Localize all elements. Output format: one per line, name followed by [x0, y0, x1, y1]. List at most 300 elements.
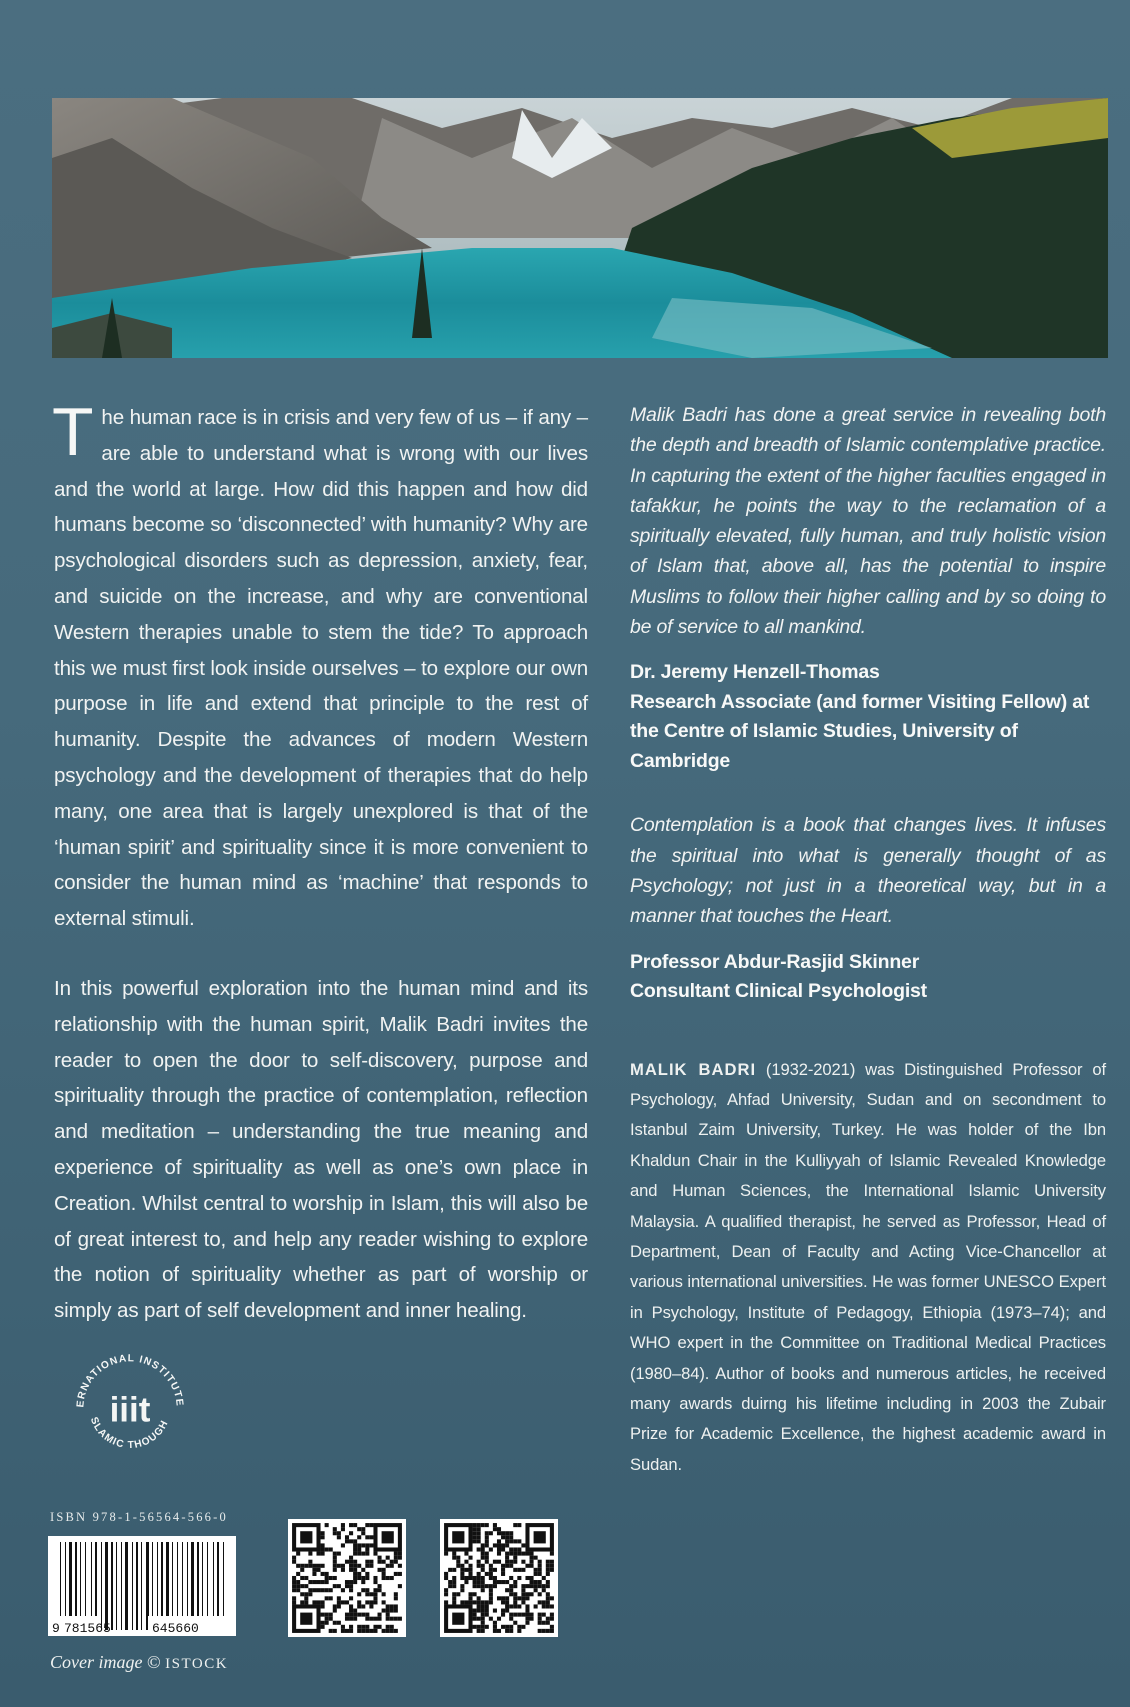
qr-module: [468, 1568, 472, 1572]
qr-module: [546, 1596, 550, 1600]
qr-module: [394, 1629, 398, 1633]
qr-module: [321, 1600, 325, 1604]
qr-module: [321, 1531, 325, 1535]
qr-module: [517, 1613, 521, 1617]
qr-module: [321, 1580, 325, 1584]
mountain-lake-photo: [52, 98, 1108, 358]
qr-module: [525, 1552, 529, 1556]
qr-module: [481, 1552, 485, 1556]
qr-module: [373, 1629, 377, 1633]
qr-module: [497, 1580, 501, 1584]
qr-module: [525, 1596, 529, 1600]
qr-module: [341, 1527, 345, 1531]
qr-module: [460, 1568, 464, 1572]
qr-module: [481, 1523, 485, 1527]
qr-module: [509, 1592, 513, 1596]
qr-module: [452, 1568, 456, 1572]
qr-module: [329, 1629, 333, 1633]
qr-module: [538, 1592, 542, 1596]
qr-module: [353, 1568, 357, 1572]
qr-module: [534, 1568, 538, 1572]
qr-module: [337, 1596, 341, 1600]
qr-module: [538, 1600, 542, 1604]
qr-module: [390, 1560, 394, 1564]
qr-module: [390, 1564, 394, 1568]
qr-module: [550, 1617, 554, 1621]
qr-module: [505, 1604, 509, 1608]
qr-module: [509, 1535, 513, 1539]
qr-module: [538, 1617, 542, 1621]
qr-module: [485, 1539, 489, 1543]
qr-module: [296, 1564, 300, 1568]
qr-module: [353, 1580, 357, 1584]
qr-module: [505, 1629, 509, 1633]
qr-module: [489, 1596, 493, 1600]
qr-module: [300, 1564, 304, 1568]
qr-module: [398, 1564, 402, 1568]
qr-module: [550, 1613, 554, 1617]
svg-text:ISLAMIC THOUGHT: SLAMIC THOUGH: [87, 1415, 171, 1452]
qr-module: [517, 1625, 521, 1629]
qr-module: [473, 1600, 477, 1604]
qr-module: [485, 1625, 489, 1629]
qr-module: [481, 1580, 485, 1584]
qr-module: [341, 1543, 345, 1547]
qr-module: [538, 1580, 542, 1584]
qr-module: [550, 1560, 554, 1564]
qr-module: [304, 1576, 308, 1580]
endorser-name-2: Professor Abdur-Rasjid Skinner: [630, 950, 920, 973]
qr-module: [300, 1584, 304, 1588]
qr-module: [464, 1560, 468, 1564]
qr-module: [497, 1617, 501, 1621]
qr-module: [505, 1609, 509, 1613]
qr-module: [505, 1588, 509, 1592]
qr-module: [448, 1584, 452, 1588]
qr-module: [513, 1621, 517, 1625]
qr-module: [321, 1564, 325, 1568]
qr-module: [321, 1547, 325, 1551]
qr-module: [546, 1617, 550, 1621]
qr-module: [497, 1531, 501, 1535]
qr-module: [473, 1576, 477, 1580]
qr-module: [452, 1596, 456, 1600]
qr-module: [349, 1556, 353, 1560]
qr-module: [521, 1596, 525, 1600]
qr-module: [546, 1592, 550, 1596]
endorsement-attribution-2: [630, 948, 1106, 1007]
qr-module: [386, 1556, 390, 1560]
qr-module: [296, 1588, 300, 1592]
qr-module: [513, 1580, 517, 1584]
qr-module: [300, 1531, 312, 1543]
qr-module: [460, 1600, 464, 1604]
qr-module: [464, 1576, 468, 1580]
qr-module: [452, 1531, 464, 1543]
qr-module: [521, 1600, 525, 1604]
qr-module: [312, 1588, 316, 1592]
qr-module: [353, 1543, 357, 1547]
qr-module: [481, 1621, 485, 1625]
qr-module: [473, 1617, 477, 1621]
qr-module: [534, 1588, 538, 1592]
qr-module: [394, 1596, 398, 1600]
qr-module: [349, 1588, 353, 1592]
qr-module: [325, 1580, 329, 1584]
qr-module: [473, 1592, 477, 1596]
qr-module: [394, 1560, 398, 1564]
qr-module: [501, 1531, 505, 1535]
qr-module: [456, 1564, 460, 1568]
qr-module: [325, 1576, 329, 1580]
qr-module: [369, 1523, 373, 1527]
qr-module: [530, 1592, 534, 1596]
qr-module: [382, 1531, 394, 1543]
qr-module: [485, 1560, 489, 1564]
qr-module: [513, 1539, 517, 1543]
qr-module: [473, 1584, 477, 1588]
qr-module: [333, 1560, 337, 1564]
qr-module: [329, 1547, 333, 1551]
qr-module: [378, 1556, 382, 1560]
qr-module: [300, 1576, 304, 1580]
qr-module: [308, 1592, 312, 1596]
qr-module: [477, 1531, 481, 1535]
qr-module: [468, 1564, 472, 1568]
svg-text:INTERNATIONAL INSTITUTE OF: ERNATIONAL INSTITUTE: [75, 1353, 185, 1408]
qr-module: [485, 1552, 489, 1556]
qr-module: [444, 1588, 448, 1592]
qr-module: [485, 1523, 489, 1527]
qr-module: [398, 1572, 402, 1576]
qr-module: [365, 1629, 369, 1633]
qr-module: [534, 1531, 546, 1543]
qr-module: [550, 1604, 554, 1608]
qr-module: [325, 1613, 329, 1617]
qr-module: [329, 1613, 333, 1617]
qr-module: [485, 1572, 489, 1576]
qr-module: [357, 1552, 361, 1556]
qr-module: [353, 1609, 357, 1613]
qr-module: [477, 1560, 481, 1564]
barcode-graphic: [48, 1536, 236, 1636]
qr-module: [365, 1560, 369, 1564]
qr-module: [398, 1584, 402, 1588]
qr-module: [538, 1560, 542, 1564]
qr-module: [513, 1523, 517, 1527]
qr-module: [501, 1600, 505, 1604]
qr-module: [477, 1584, 481, 1588]
qr-module: [292, 1580, 296, 1584]
iiit-logo: [62, 1340, 198, 1476]
qr-module: [534, 1556, 538, 1560]
qr-module: [329, 1617, 333, 1621]
qr-module: [530, 1584, 534, 1588]
qr-module: [316, 1568, 320, 1572]
qr-module: [485, 1604, 489, 1608]
qr-module: [497, 1543, 501, 1547]
qr-module: [509, 1625, 513, 1629]
qr-module: [505, 1535, 509, 1539]
qr-module: [296, 1572, 300, 1576]
qr-module: [452, 1592, 456, 1596]
qr-module: [477, 1572, 481, 1576]
qr-module: [304, 1596, 308, 1600]
qr-module: [530, 1552, 534, 1556]
qr-module: [473, 1613, 477, 1617]
qr-module: [345, 1560, 349, 1564]
qr-module: [452, 1576, 456, 1580]
qr-module: [521, 1613, 525, 1617]
qr-module: [353, 1539, 357, 1543]
qr-module: [321, 1604, 325, 1608]
qr-module: [365, 1617, 369, 1621]
qr-module: [534, 1572, 538, 1576]
endorsement-attribution-1: [630, 658, 1106, 776]
qr-module: [361, 1613, 365, 1617]
qr-module: [292, 1556, 296, 1560]
qr-module: [509, 1617, 513, 1621]
qr-module: [489, 1600, 493, 1604]
qr-module: [357, 1527, 361, 1531]
qr-module: [353, 1572, 357, 1576]
qr-module: [489, 1547, 493, 1551]
qr-module: [481, 1556, 485, 1560]
qr-module: [300, 1600, 304, 1604]
qr-module: [546, 1560, 550, 1564]
qr-module: [321, 1535, 325, 1539]
qr-module: [546, 1629, 550, 1633]
qr-module: [517, 1629, 521, 1633]
qr-module: [509, 1539, 513, 1543]
qr-module: [473, 1580, 477, 1584]
qr-module: [361, 1625, 365, 1629]
qr-module: [509, 1604, 513, 1608]
qr-module: [473, 1539, 477, 1543]
qr-module: [538, 1564, 542, 1568]
qr-module: [477, 1535, 481, 1539]
qr-module: [505, 1596, 509, 1600]
qr-code-1[interactable]: [288, 1519, 406, 1637]
qr-module: [477, 1604, 481, 1608]
qr-module: [452, 1584, 456, 1588]
qr-module: [333, 1604, 337, 1608]
qr-module: [464, 1552, 468, 1556]
qr-module: [304, 1584, 308, 1588]
qr-module: [316, 1564, 320, 1568]
endorser-title-2: Consultant Clinical Psychologist: [630, 980, 927, 1003]
qr-module: [509, 1560, 513, 1564]
qr-module: [550, 1568, 554, 1572]
qr-module: [365, 1535, 369, 1539]
qr-module: [341, 1625, 345, 1629]
qr-module: [521, 1552, 525, 1556]
qr-module: [292, 1596, 296, 1600]
qr-module: [517, 1604, 521, 1608]
qr-module: [382, 1572, 386, 1576]
qr-module: [337, 1584, 341, 1588]
qr-module: [534, 1580, 538, 1584]
qr-module: [382, 1600, 386, 1604]
qr-module: [481, 1588, 485, 1592]
qr-module: [534, 1584, 538, 1588]
qr-module: [448, 1568, 452, 1572]
qr-module: [325, 1596, 329, 1600]
barcode-bar: [125, 1542, 128, 1630]
qr-module: [312, 1572, 316, 1576]
qr-module: [489, 1531, 493, 1535]
qr-module: [481, 1576, 485, 1580]
qr-module: [349, 1629, 353, 1633]
qr-module: [369, 1564, 373, 1568]
qr-module: [525, 1576, 529, 1580]
qr-module: [337, 1535, 341, 1539]
qr-module: [521, 1560, 525, 1564]
qr-module: [521, 1584, 525, 1588]
qr-module: [394, 1592, 398, 1596]
qr-module: [489, 1568, 493, 1572]
qr-module: [513, 1547, 517, 1551]
qr-module: [386, 1609, 390, 1613]
qr-module: [489, 1592, 493, 1596]
qr-module: [365, 1572, 369, 1576]
qr-module: [398, 1552, 402, 1556]
qr-module: [345, 1584, 349, 1588]
qr-module: [349, 1617, 353, 1621]
qr-module: [361, 1576, 365, 1580]
qr-module: [394, 1556, 398, 1560]
qr-module: [493, 1621, 497, 1625]
qr-module: [493, 1584, 497, 1588]
qr-module: [333, 1564, 337, 1568]
qr-module: [481, 1613, 485, 1617]
qr-module: [493, 1527, 497, 1531]
qr-module: [505, 1531, 509, 1535]
qr-module: [292, 1576, 296, 1580]
qr-module: [382, 1629, 386, 1633]
qr-module: [546, 1564, 550, 1568]
qr-module: [481, 1584, 485, 1588]
qr-module: [509, 1547, 513, 1551]
qr-module: [538, 1621, 542, 1625]
qr-module: [341, 1588, 345, 1592]
qr-module: [386, 1629, 390, 1633]
qr-module: [550, 1629, 554, 1633]
qr-module: [378, 1588, 382, 1592]
qr-module: [390, 1617, 394, 1621]
qr-module: [357, 1547, 361, 1551]
barcode: [48, 1536, 236, 1636]
qr-module: [493, 1629, 497, 1633]
qr-module: [473, 1609, 477, 1613]
qr-module: [485, 1543, 489, 1547]
qr-module: [312, 1568, 316, 1572]
author-name: MALIK BADRI: [630, 1059, 757, 1079]
qr-module: [456, 1592, 460, 1596]
qr-module: [542, 1613, 546, 1617]
qr-module: [321, 1621, 325, 1625]
qr-module: [546, 1621, 550, 1625]
qr-module: [468, 1576, 472, 1580]
qr-module: [292, 1600, 296, 1604]
qr-module: [378, 1617, 382, 1621]
qr-module: [468, 1572, 472, 1576]
qr-module: [542, 1576, 546, 1580]
qr-module: [501, 1564, 505, 1568]
qr-module: [493, 1568, 497, 1572]
qr-module: [477, 1617, 481, 1621]
qr-module: [473, 1523, 477, 1527]
qr-module: [460, 1572, 464, 1576]
qr-module: [538, 1629, 542, 1633]
qr-module: [394, 1604, 398, 1608]
author-bio: [630, 1055, 1106, 1481]
barcode-bar: [132, 1542, 133, 1630]
qr-module: [341, 1629, 345, 1633]
qr-module: [444, 1572, 448, 1576]
qr-module: [316, 1552, 320, 1556]
qr-module: [473, 1625, 477, 1629]
qr-module: [452, 1580, 456, 1584]
qr-module: [373, 1592, 377, 1596]
qr-module: [312, 1600, 316, 1604]
qr-module: [349, 1580, 353, 1584]
qr-module: [513, 1592, 517, 1596]
qr-module: [493, 1543, 497, 1547]
qr-module: [369, 1600, 373, 1604]
qr-module: [312, 1580, 316, 1584]
qr-module: [308, 1564, 312, 1568]
qr-module: [361, 1543, 365, 1547]
qr-module: [382, 1576, 386, 1580]
qr-code-2[interactable]: [440, 1519, 558, 1637]
qr-module: [329, 1588, 333, 1592]
qr-module: [501, 1543, 505, 1547]
endorser-name-1: Dr. Jeremy Henzell-Thomas: [630, 661, 880, 684]
qr-module: [321, 1572, 325, 1576]
qr-module: [382, 1592, 386, 1596]
qr-module: [333, 1568, 337, 1572]
qr-module: [349, 1560, 353, 1564]
qr-module: [361, 1527, 365, 1531]
qr-module: [485, 1600, 489, 1604]
qr-module: [550, 1625, 554, 1629]
qr-module: [365, 1523, 369, 1527]
qr-module: [517, 1576, 521, 1580]
qr-module: [452, 1556, 456, 1560]
barcode-bar: [141, 1542, 142, 1630]
qr-module: [505, 1625, 509, 1629]
qr-module: [349, 1604, 353, 1608]
qr-module: [448, 1580, 452, 1584]
qr-module: [505, 1552, 509, 1556]
qr-module: [300, 1592, 304, 1596]
qr-module: [373, 1552, 377, 1556]
qr-module: [312, 1564, 316, 1568]
cover-image-credit: [50, 1652, 228, 1673]
qr-module: [481, 1547, 485, 1551]
qr-module: [481, 1543, 485, 1547]
qr-module: [345, 1539, 349, 1543]
qr-module: [325, 1588, 329, 1592]
qr-module: [505, 1543, 509, 1547]
qr-module: [369, 1543, 373, 1547]
qr-module: [530, 1556, 534, 1560]
qr-module: [308, 1588, 312, 1592]
barcode-bar: [116, 1542, 117, 1630]
qr-module: [325, 1523, 329, 1527]
qr-module: [464, 1600, 468, 1604]
